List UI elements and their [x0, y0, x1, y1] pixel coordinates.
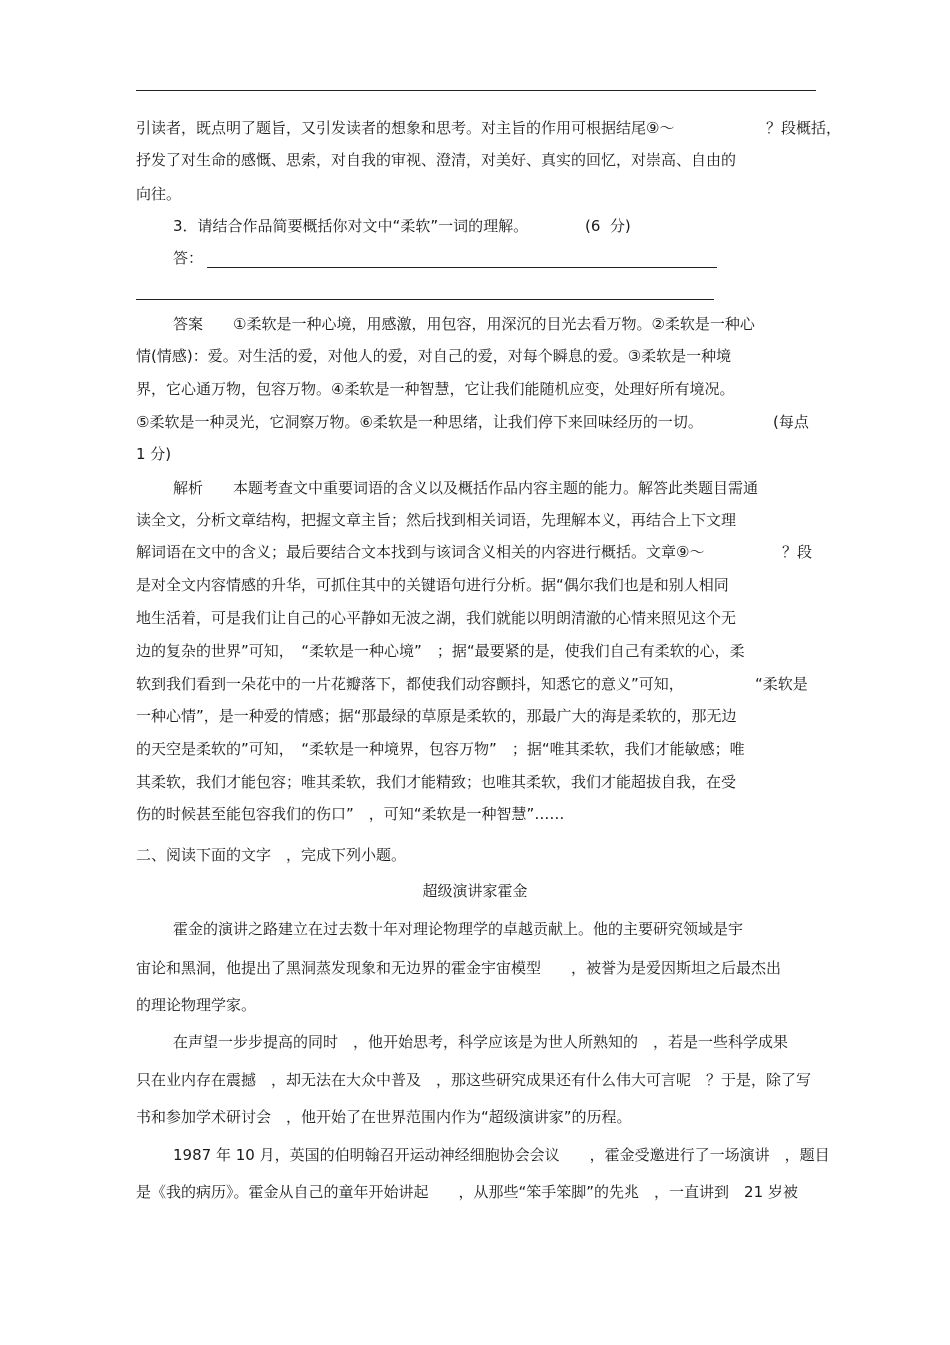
analysis-line-10: 其柔软，我们才能包容；唯其柔软，我们才能精致；也唯其柔软，我们才能超拔自我，在受 [136, 773, 737, 791]
analysis-line-11: 伤的时候甚至能包容我们的伤口” ，可知“柔软是一种智慧”…… [136, 805, 565, 823]
answer-blank-line-1[interactable] [207, 267, 717, 268]
analysis-line-8: 一种心情”，是一种爱的情感；据“那最绿的草原是柔软的，那最广大的海是柔软的，那无边 [136, 707, 737, 725]
article-paragraph-3-line-1: 1987 年 10 月，英国的伯明翰召开运动神经细胞协会会议 ，霍金受邀进行了一场演讲 ，题目 [173, 1146, 830, 1164]
analysis-line-7-end: “柔软是 [755, 675, 808, 693]
analysis-line-6: 边的复杂的世界”可知， “柔软是一种心境” ；据“最要紧的是，使我们自己有柔软的心，柔 [136, 642, 745, 660]
article-paragraph-1-line-2: 宙论和黑洞，他提出了黑洞蒸发现象和无边界的霍金宇宙模型 ，被誉为是爱因斯坦之后最杰出 [136, 959, 782, 977]
continuation-line-2: 抒发了对生命的感慨、思索，对自我的审视、澄清，对美好、真实的回忆，对崇高、自由的 [136, 151, 737, 169]
answer-line-5: 1 分) [136, 445, 172, 463]
continuation-line-1-end: ？段概括， [766, 119, 842, 137]
answer-line-4-end: (每点 [773, 413, 809, 431]
analysis-line-3-end: ？段 [782, 543, 813, 561]
continuation-line-1: 引读者，既点明了题旨，又引发读者的想象和思考。对主旨的作用可根据结尾⑨～ [136, 119, 675, 137]
answer-label: 答： [173, 249, 204, 267]
analysis-line-1: 解析 本题考查文中重要词语的含义以及概括作品内容主题的能力。解答此类题目需通 [173, 479, 759, 497]
analysis-line-5: 地生活着，可是我们让自己的心平静如无波之湖，我们就能以明朗清澈的心情来照见这个无 [136, 609, 737, 627]
answer-blank-line-2[interactable] [136, 299, 714, 300]
article-title: 超级演讲家霍金 [422, 882, 528, 900]
article-paragraph-1-line-1: 霍金的演讲之路建立在过去数十年对理论物理学的卓越贡献上。他的主要研究领域是宇 [173, 920, 744, 938]
question-3-prompt: 3．请结合作品简要概括你对文中“柔软”一词的理解。 [173, 217, 529, 235]
answer-line-2: 情(情感)：爱。对生活的爱，对他人的爱，对自己的爱，对每个瞬息的爱。③柔软是一种境 [136, 347, 732, 365]
analysis-line-7: 软到我们看到一朵花中的一片花瓣落下，都使我们动容颤抖，知悉它的意义”可知， [136, 675, 684, 693]
continuation-line-3: 向往。 [136, 185, 182, 203]
answer-line-1: 答案 ①柔软是一种心境，用感激，用包容，用深沉的目光去看万物。②柔软是一种心 [173, 315, 755, 333]
article-paragraph-2-line-3: 书和参加学术研讨会 ，他开始了在世界范围内作为“超级演讲家”的历程。 [136, 1108, 632, 1126]
article-paragraph-2-line-2: 只在业内存在震撼 ，却无法在大众中普及 ，那这些研究成果还有什么伟大可言呢 ？于是，除了写 [136, 1071, 812, 1089]
answer-line-4: ⑤柔软是一种灵光，它洞察万物。⑥柔软是一种思绪，让我们停下来回味经历的一切。 [136, 413, 703, 431]
article-paragraph-2-line-1: 在声望一步步提高的同时 ，他开始思考，科学应该是为世人所熟知的 ，若是一些科学成果 [173, 1033, 789, 1051]
analysis-line-9: 的天空是柔软的”可知， “柔软是一种境界，包容万物” ；据“唯其柔软，我们才能敏感；唯 [136, 740, 745, 758]
answer-line-3: 界，它心通万物，包容万物。④柔软是一种智慧，它让我们能随机应变，处理好所有境况。 [136, 380, 735, 398]
article-paragraph-3-line-2: 是《我的病历》。霍金从自己的童年开始讲起 ，从那些“笨手笨脚”的先兆 ，一直讲到 21 岁被 [136, 1183, 798, 1201]
analysis-line-3: 解词语在文中的含义；最后要结合文本找到与该词含义相关的内容进行概括。文章⑨～ [136, 543, 705, 561]
section-2-heading: 二、阅读下面的文字 ，完成下列小题。 [136, 846, 407, 864]
page-top-rule [136, 90, 816, 91]
analysis-line-2: 读全文，分析文章结构，把握文章主旨；然后找到相关词语，先理解本义，再结合上下文理 [136, 511, 737, 529]
analysis-line-4: 是对全文内容情感的升华，可抓住其中的关键语句进行分析。据“偶尔我们也是和别人相同 [136, 576, 729, 594]
article-paragraph-1-line-3: 的理论物理学家。 [136, 996, 257, 1014]
question-3-points: (6 分) [585, 217, 631, 235]
